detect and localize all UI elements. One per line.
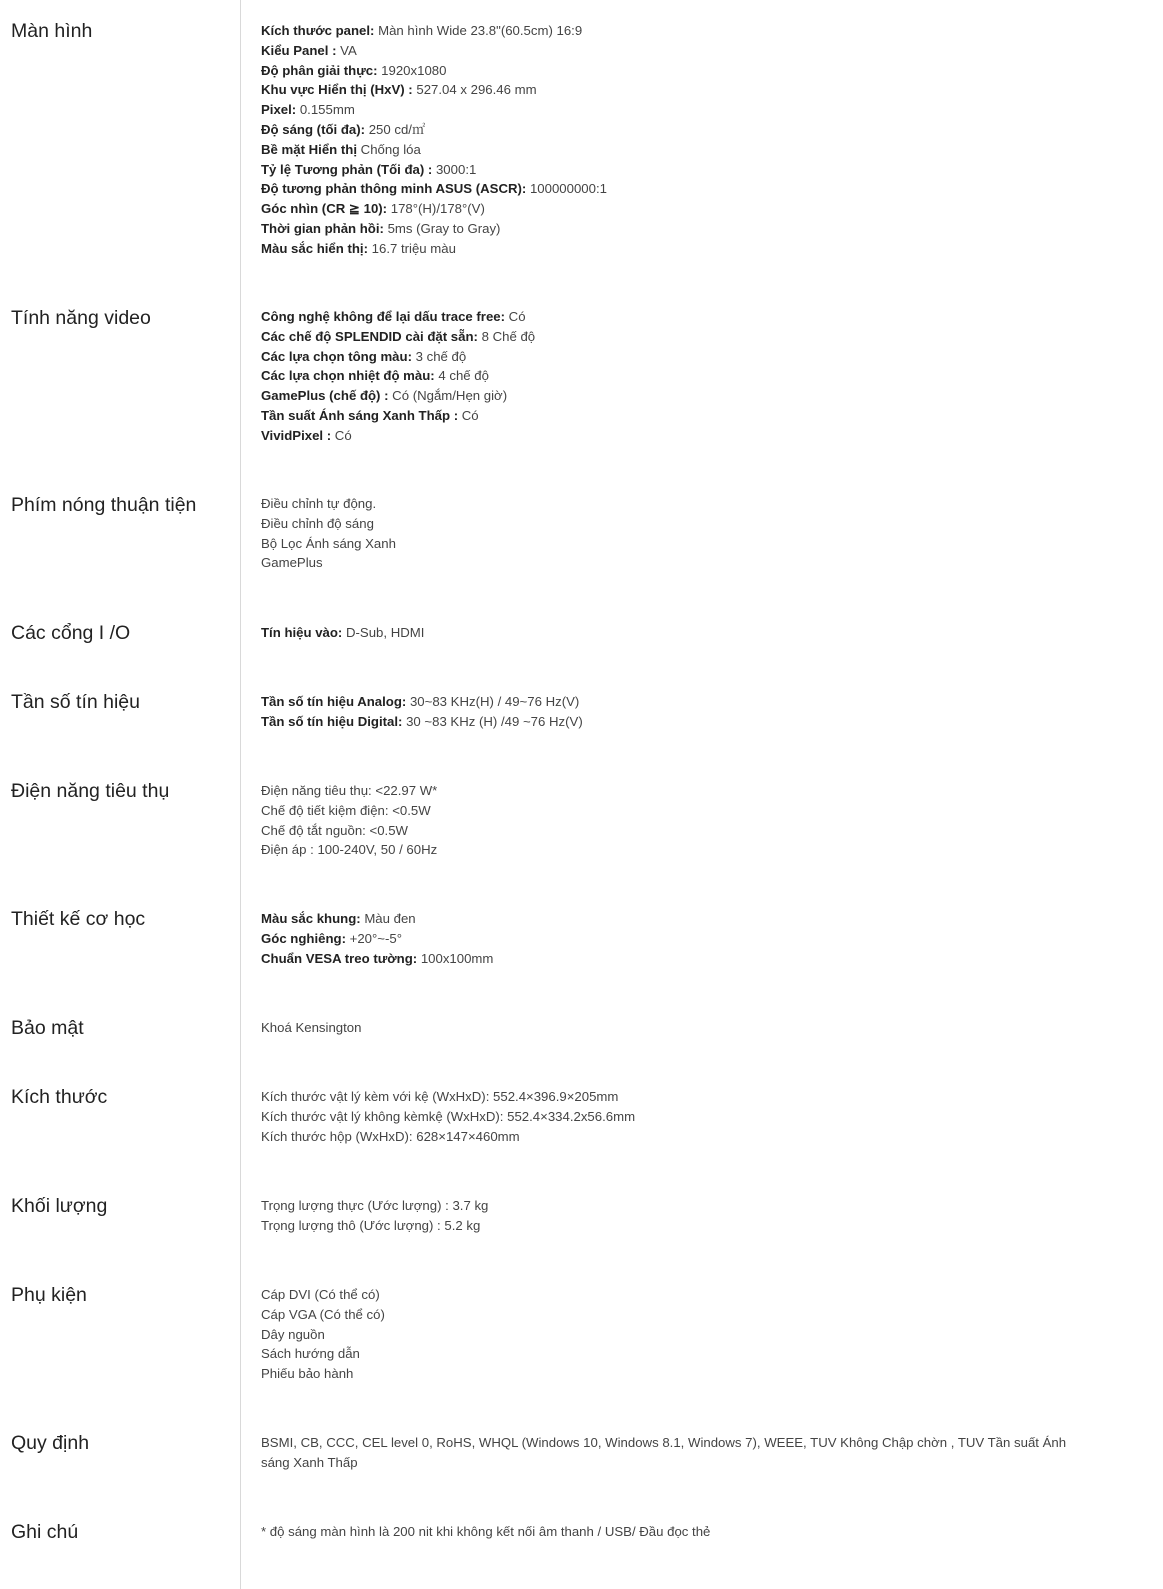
section-label-ghi-chu: Ghi chú (11, 1521, 79, 1543)
section-body-thiet-ke (261, 909, 1081, 968)
section-label-tinh-nang-video: Tính năng video (11, 307, 151, 329)
spec-line: Thời gian phản hồi: 5ms (Gray to Gray) (261, 220, 501, 236)
section-label-bao-mat: Bảo mật (11, 1017, 84, 1039)
section-body-tan-so-tin-hieu (261, 692, 1081, 732)
spec-line: Bề mặt Hiển thị Chống lóa (261, 141, 421, 157)
section-label-tan-so-tin-hieu: Tần số tín hiệu (11, 691, 140, 713)
spec-line: Các lựa chọn nhiệt độ màu: 4 chế độ (261, 368, 489, 384)
section-body-phu-kien (261, 1285, 1081, 1384)
spec-line: Độ sáng (tối đa): 250 cd/㎡ (261, 121, 426, 137)
section-body-dien-nang (261, 781, 1081, 860)
spec-line: Tần số tín hiệu Analog: 30~83 KHz(H) / 49~76 Hz(V) (261, 694, 580, 709)
spec-line: Điện áp : 100-240V, 50 / 60Hz (261, 842, 438, 858)
spec-line: Chuẩn VESA treo tường: 100x100mm (261, 950, 494, 966)
spec-line: Góc nhìn (CR ≧ 10): 178°(H)/178°(V) (261, 201, 485, 217)
spec-line: Các lựa chọn tông màu: 3 chế độ (261, 348, 467, 364)
section-label-man-hinh: Màn hình (11, 20, 93, 42)
spec-line: Màu sắc hiển thị: 16.7 triệu màu (261, 240, 456, 256)
spec-line: Kích thước panel: Màn hình Wide 23.8"(60.5cm) 16:9 (261, 23, 583, 38)
section-label-phim-nong: Phím nóng thuận tiện (11, 494, 197, 516)
section-body-khoi-luong (261, 1196, 1081, 1236)
section-label-kich-thuoc: Kích thước (11, 1086, 108, 1108)
section-body-ghi-chu (261, 1522, 1081, 1542)
section-body-quy-dinh (261, 1433, 1081, 1473)
spec-line: Tín hiệu vào: D-Sub, HDMI (261, 625, 425, 640)
spec-line: Kiểu Panel : VA (261, 42, 357, 58)
spec-line: GamePlus (261, 555, 323, 571)
spec-line: Chế độ tiết kiệm điện: <0.5W (261, 802, 431, 818)
spec-line: Điều chỉnh tự động. (261, 496, 377, 511)
section-body-phim-nong (261, 494, 1081, 573)
spec-line: Dây nguồn (261, 1326, 325, 1342)
section-label-cac-cong-io: Các cổng I /O (11, 622, 131, 644)
spec-line: Độ phân giải thực: 1920x1080 (261, 62, 447, 78)
column-divider (240, 0, 241, 1589)
spec-line: Sách hướng dẫn (261, 1346, 360, 1362)
spec-line: Tần số tín hiệu Digital: 30 ~83 KHz (H) /49 ~76 Hz(V) (261, 713, 583, 729)
spec-line: Góc nghiêng: +20°~-5° (261, 930, 402, 946)
section-label-thiet-ke: Thiết kế cơ học (11, 908, 146, 930)
spec-line: BSMI, CB, CCC, CEL level 0, RoHS, WHQL (Windows 10, Windows 8.1, Windows 7), WEEE, TUV Không Chập chờn , TUV Tần suất Ánh sáng Xanh Thấp (261, 1435, 1067, 1470)
spec-line: Tần suất Ánh sáng Xanh Thấp : Có (261, 407, 479, 423)
spec-line: Kích thước vật lý không kèmkệ (WxHxD): 552.4×334.2x56.6mm (261, 1108, 636, 1124)
section-body-bao-mat (261, 1018, 1081, 1038)
spec-line: Công nghệ không để lại dấu trace free: Có (261, 309, 526, 324)
spec-line: * độ sáng màn hình là 200 nit khi không kết nối âm thanh / USB/ Đầu đọc thẻ (261, 1524, 711, 1539)
spec-line: Bộ Lọc Ánh sáng Xanh (261, 535, 396, 551)
spec-line: Trọng lượng thô (Ước lượng) : 5.2 kg (261, 1217, 481, 1233)
section-body-tinh-nang-video (261, 307, 1081, 446)
spec-line: Khoá Kensington (261, 1020, 362, 1035)
spec-line: Các chế độ SPLENDID cài đặt sẵn: 8 Chế độ (261, 328, 536, 344)
spec-line: Độ tương phản thông minh ASUS (ASCR): 100000000:1 (261, 181, 607, 197)
spec-line: Điều chỉnh độ sáng (261, 515, 374, 531)
section-body-man-hinh (261, 21, 1081, 259)
spec-line: Chế độ tắt nguồn: <0.5W (261, 822, 408, 838)
section-label-khoi-luong: Khối lượng (11, 1195, 108, 1217)
section-body-cac-cong-io (261, 623, 1081, 643)
spec-line: Tỷ lệ Tương phản (Tối đa) : 3000:1 (261, 161, 477, 177)
spec-line: Điện năng tiêu thụ: <22.97 W* (261, 783, 438, 798)
spec-line: Khu vực Hiển thị (HxV) : 527.04 x 296.46 mm (261, 82, 537, 98)
section-body-kich-thuoc (261, 1087, 1081, 1146)
spec-line: Phiếu bảo hành (261, 1366, 354, 1382)
section-label-dien-nang: Điện năng tiêu thụ (11, 780, 170, 802)
spec-line: Kích thước vật lý kèm với kệ (WxHxD): 552.4×396.9×205mm (261, 1089, 619, 1104)
spec-line: Cáp VGA (Có thể có) (261, 1306, 385, 1322)
spec-line: Pixel: 0.155mm (261, 102, 355, 118)
spec-line: Kích thước hộp (WxHxD): 628×147×460mm (261, 1128, 520, 1144)
spec-line: GamePlus (chế độ) : Có (Ngắm/Hẹn giờ) (261, 388, 508, 404)
section-label-phu-kien: Phụ kiện (11, 1284, 87, 1306)
spec-line: Cáp DVI (Có thể có) (261, 1287, 380, 1302)
spec-line: Màu sắc khung: Màu đen (261, 911, 416, 926)
section-label-quy-dinh: Quy định (11, 1432, 90, 1454)
spec-line: VividPixel : Có (261, 427, 352, 443)
spec-line: Trọng lượng thực (Ước lượng) : 3.7 kg (261, 1198, 489, 1213)
